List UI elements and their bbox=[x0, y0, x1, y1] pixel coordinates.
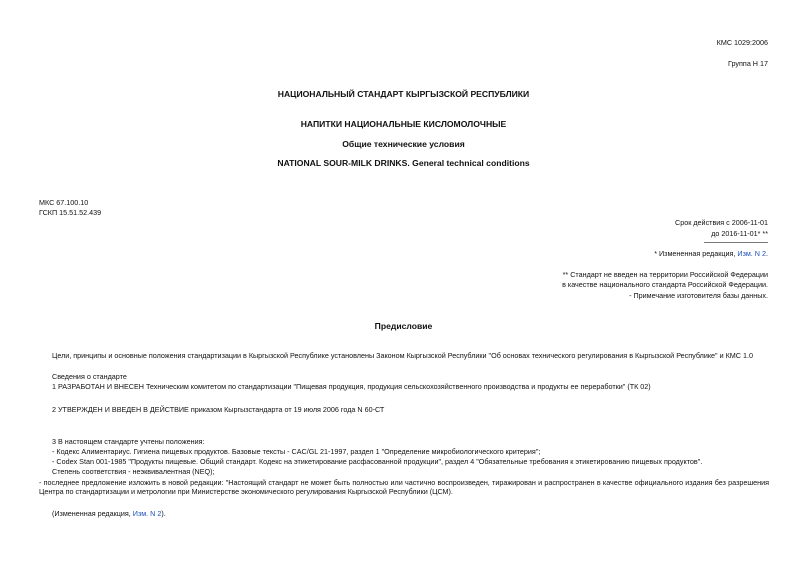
footnote-amended bbox=[654, 249, 768, 258]
foreword-item-3-c: Степень соответствия - неэквивалентная (NEQ); bbox=[52, 467, 215, 476]
foreword-item-2: 2 УТВЕРЖДЕН И ВВЕДЕН В ДЕЙСТВИЕ приказом Кыргызстандарта от 19 июля 2006 года N 60-СТ bbox=[52, 405, 385, 414]
footnote-not-in-force-2: в качестве национального стандарта Российской Федерации. bbox=[562, 280, 768, 289]
foreword-amended-prefix: (Измененная редакция, bbox=[52, 509, 131, 518]
foreword-amended-suffix: ). bbox=[161, 509, 166, 518]
footnote-amended-suffix: . bbox=[766, 249, 768, 258]
foreword-item-1: 1 РАЗРАБОТАН И ВНЕСЕН Техническим комитетом по стандартизации "Пищевая продукция, продукция сельскохозяйственного производства и продукты ее переработки" (ТК 02) bbox=[52, 382, 651, 391]
standard-code: КМС 1029:2006 bbox=[716, 38, 768, 47]
standard-info-heading: Сведения о стандарте bbox=[52, 372, 127, 381]
amendment-link[interactable]: Изм. N 2 bbox=[737, 249, 766, 258]
title-en: NATIONAL SOUR-MILK DRINKS. General technical conditions bbox=[277, 158, 530, 168]
subtitle-ru: Общие технические условия bbox=[342, 139, 465, 149]
mks-code: МКС 67.100.10 bbox=[39, 198, 89, 207]
standard-group: Группа Н 17 bbox=[728, 59, 768, 68]
foreword-intro: Цели, принципы и основные положения стандартизации в Кыргызской Республике установлены Законом Кыргызской Республики "Об основах технического регулирования в Кыргызской Республике" и КМС 1.0 bbox=[52, 351, 753, 360]
footnote-not-in-force-1: ** Стандарт не введен на территории Российской Федерации bbox=[562, 270, 768, 279]
foreword-item-3-d: - последнее предложение изложить в новой редакции: "Настоящий стандарт не может быть полностью или частично воспроизведен, тиражирован и распространен в качестве официального издания без разрешения Центра по стандартизации и метрологии при Министерстве экономического регулирования Кыргызской Республики (ЦСМ). bbox=[39, 478, 769, 496]
foreword-item-3-b: - Codex Stan 001-1985 "Продукты пищевые. Общий стандарт. Кодекс на этикетирование расфасованной продукции", раздел 4 "Обязательные требования к этикетированию пищевых продуктов". bbox=[52, 457, 703, 466]
national-standard-title: НАЦИОНАЛЬНЫЙ СТАНДАРТ КЫРГЫЗСКОЙ РЕСПУБЛИКИ bbox=[277, 89, 530, 99]
product-title: НАПИТКИ НАЦИОНАЛЬНЫЕ КИСЛОМОЛОЧНЫЕ bbox=[300, 119, 507, 129]
footnote-amended-prefix: * Измененная редакция, bbox=[654, 249, 736, 258]
validity-to: до 2016-11-01* ** bbox=[711, 229, 768, 238]
footnote-divider bbox=[704, 242, 768, 243]
gskp-code: ГСКП 15.51.52.439 bbox=[39, 208, 102, 217]
foreword-amended bbox=[52, 509, 166, 518]
validity-from: Срок действия с 2006-11-01 bbox=[675, 218, 768, 227]
foreword-amendment-link[interactable]: Изм. N 2 bbox=[132, 509, 162, 518]
footnote-not-in-force-3: - Примечание изготовителя базы данных. bbox=[629, 291, 768, 300]
foreword-item-3: 3 В настоящем стандарте учтены положения: bbox=[52, 437, 205, 446]
foreword-heading: Предисловие bbox=[374, 321, 433, 331]
foreword-item-3-a: - Кодекс Алиментариус. Гигиена пищевых продуктов. Базовые тексты - CAC/GL 21-1997, раздел 1 "Определение микробиологического критерия"; bbox=[52, 447, 541, 456]
